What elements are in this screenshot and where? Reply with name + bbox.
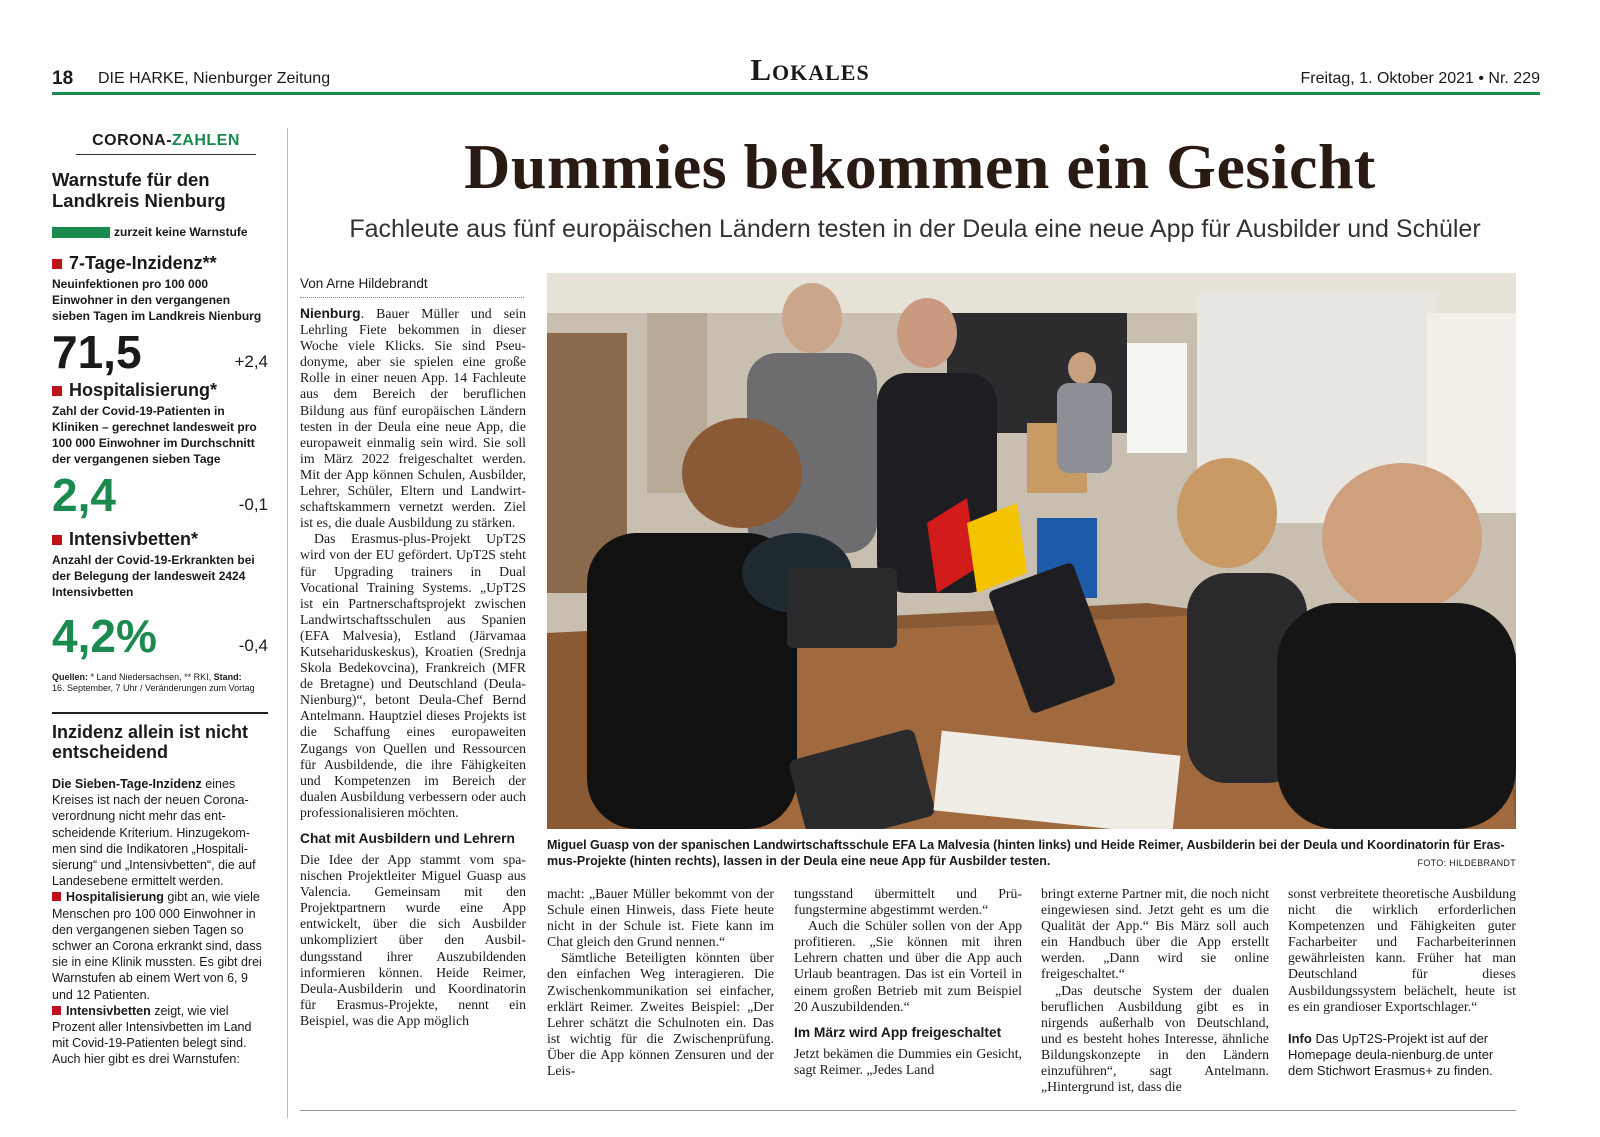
metric-intensivbetten bbox=[52, 529, 268, 662]
section-title: Lokales bbox=[750, 52, 870, 87]
corona-sidebar bbox=[52, 128, 268, 1068]
metric-title bbox=[52, 529, 268, 550]
metric-title-text: Intensivbetten* bbox=[69, 529, 199, 549]
paragraph-text: zeigt, wie viel Prozent aller Intensivbetten im Land mit Covid-19-Patienten belegt sind. Auch hier gibt es drei Warnstufen: bbox=[52, 1003, 252, 1067]
sources-stand: Stand: bbox=[213, 672, 242, 682]
bold-lead: Die Sieben-Tage-Inzidenz bbox=[52, 777, 202, 791]
metric-description: Zahl der Covid-19-Patienten in Kliniken – gerechnet landesweit pro 100 000 Einwohner im Durchschnitt der vergangenen sieben Tage bbox=[52, 404, 257, 466]
metric-change: -0,4 bbox=[238, 636, 268, 655]
issue-date: Freitag, 1. Oktober 2021 • Nr. 229 bbox=[1300, 70, 1540, 87]
paragraph-text: . Bauer Müller und sein Lehrling Fiete bekommen in dieser Woche viele Klicks. Sie sind Pseudonyme, aber sie spielen eine große Rolle in einer neuen App. 14 Fachleute aus dem Bereich der beruflichen Bildung aus fünf europäischen Ländern testen in der Deula eine neue App, die europaweit einmalig sein wird. Sie soll im März 2022 freigeschaltet werden. Mit der App können Schulen, Ausbilder, Lehrer, Schüler, Eltern und Landwirtschaftskammern vernetzt werden. Ziel ist es, die duale Ausbildung zu stärken. bbox=[300, 306, 526, 531]
paragraph: tungsstand übermittelt und Prüfungstermine abgestimmt werden.“ bbox=[794, 886, 1022, 918]
warnstufe-bar bbox=[52, 227, 110, 238]
metric-hospitalisierung bbox=[52, 380, 268, 521]
paragraph: Jetzt bekämen die Dummies ein Gesicht, sagt Reimer. „Jedes Land bbox=[794, 1045, 1022, 1077]
column-divider bbox=[287, 128, 288, 1118]
paragraph: Die Idee der App stammt vom spanischen Projektleiter Miguel Guasp aus Valencia. Gemeinsam mit den Projektpartnern wurde eine App entwickelt, über die sich Ausbilder unkompliziert über den Ausbildungsstand ihrer Auszubildenden informieren können. Heide Reimer, Deula-Ausbilderin und Koordinatorin für Erasmus-Projekte, nennt ein Beispiel, was die App möglich bbox=[300, 852, 526, 1028]
metric-title-text: Hospitalisierung* bbox=[69, 380, 218, 400]
metric-values bbox=[52, 610, 268, 662]
article-column-5 bbox=[1288, 886, 1516, 1079]
metric-value: 4,2% bbox=[52, 610, 157, 662]
bold-lead: Hospitalisierung bbox=[66, 890, 164, 905]
red-square-icon bbox=[52, 892, 61, 901]
photo-illustration bbox=[547, 273, 1516, 829]
article-column-4 bbox=[1041, 886, 1269, 1095]
page-number: 18 bbox=[52, 68, 74, 89]
metric-title-text: 7-Tage-Inzidenz** bbox=[69, 253, 217, 273]
paragraph-text: gibt an, wie viele Menschen pro 100 000 Einwohner in den vergangenen sieben Tagen so schwer an Corona erkrankt sind, dass sie in eine Klinik mussten. Es gibt drei Warnstufen ab einem Wert von 6, 9 und 12 Patienten. bbox=[52, 890, 262, 1002]
paragraph: Das Erasmus-plus-Projekt UpT2S wird von der EU gefördert. UpT2S steht für Upgrading trainers in Dual Vocational Training Systems. „UpT2S ist ein Partnerschaftsprojekt zwischen Landwirtschaftsschulen aus Spanien (EFA Malvesia), Estland (Järvamaa Kutsehariduskeskus), Kroatien (Srednja Skola Bedekovcina), Frankreich (MFR de Bretagne) und Deutschland (Deula-Nienburg)“, betont Deula-Chef Bernd Antelmann. Hauptziel dieses Projekts ist die Schaffung eines europaweiten Zugangs von Quellen und Ressourcen für Ausbildende, die ihre Fähigkeiten und Kompetenzen im Bereich der dualen Ausbildung verbessern oder auch professionalisieren möchten. bbox=[300, 531, 526, 820]
metric-inzidenz bbox=[52, 253, 268, 378]
metric-value: 71,5 bbox=[52, 326, 142, 378]
author-byline: Von Arne Hildebrandt bbox=[300, 276, 524, 298]
sources-label: Quellen: bbox=[52, 672, 89, 682]
metric-description: Anzahl der Covid-19-Erkrankten bei der Belegung der landesweit 2424 Intensivbetten bbox=[52, 553, 255, 599]
sources-date: 16. September, 7 Uhr / Veränderungen zum Vortag bbox=[52, 683, 255, 693]
article-column-3 bbox=[794, 886, 1022, 1078]
article-column-1 bbox=[300, 306, 526, 1029]
sidebar-article-title: Inzidenz allein ist nicht entscheidend bbox=[52, 722, 249, 762]
metric-change: -0,1 bbox=[238, 495, 268, 514]
warnstufe-title: Warnstufe für den Landkreis Nienburg bbox=[52, 169, 226, 211]
sidebar-paragraph bbox=[52, 889, 268, 1002]
info-label: Info bbox=[1288, 1030, 1312, 1046]
paragraph: Sämtliche Beteiligten könnten über den einfachen Weg interagieren. Die Zwischenkommunikation sei einfacher, erklärt Reimer. Zweites Beispiel: „Der Lehrer schätzt die Schulnoten ein. Das ist wichtig für die Zwischenprüfung. Über die App können Zensuren und der Leis- bbox=[547, 950, 774, 1079]
red-square-icon bbox=[52, 535, 62, 545]
sidebar-paragraph bbox=[52, 776, 268, 889]
section-subhead: Chat mit Ausbildern und Lehrern bbox=[300, 831, 515, 846]
photo-caption: Miguel Guasp von der spanischen Landwirtschaftsschule EFA La Malvesia (hinten links) und Heide Reimer, Ausbilderin bei der Deula und Koordinatorin für Erasmus-Projekte (hinten rechts), lassen in der Deula eine neue App für Ausbilder testen. bbox=[547, 838, 1505, 868]
article-headline: Dummies bekommen ein Gesicht bbox=[464, 131, 1376, 202]
metric-description: Neuinfektionen pro 100 000 Einwohner in den vergangenen sieben Tagen im Landkreis Nienburg bbox=[52, 277, 262, 323]
warnstufe-status: zurzeit keine Warnstufe bbox=[114, 225, 248, 239]
article-subheadline: Fachleute aus fünf europäischen Ländern testen in der Deula eine neue App für Ausbilder und Schüler bbox=[349, 215, 1481, 243]
paragraph: macht: „Bauer Müller bekommt von der Schule einen Hinweis, dass Fiete heute nicht in der Schule ist. Fiete kann im Chat gleich den Grund nennen.“ bbox=[547, 886, 774, 950]
article-photo bbox=[547, 273, 1516, 829]
article-column-2 bbox=[547, 886, 774, 1079]
sidebar-paragraph bbox=[52, 1003, 268, 1068]
metric-change: +2,4 bbox=[234, 352, 268, 371]
paragraph: bringt externe Partner mit, die noch nicht eingewiesen sind. Jetzt geht es um die Qualität der App.“ Bis März soll auch ein Handbuch über die App erstellt werden. „Dann wird sie online freigeschaltet.“ bbox=[1041, 886, 1269, 982]
bold-lead: Intensivbetten bbox=[66, 1003, 151, 1018]
metric-title bbox=[52, 253, 268, 274]
paragraph bbox=[300, 306, 526, 531]
corona-title-b: ZAHLEN bbox=[172, 132, 240, 149]
sources-text: * Land Niedersachsen, ** RKI, bbox=[90, 672, 212, 682]
metric-value: 2,4 bbox=[52, 469, 116, 521]
masthead-rule bbox=[52, 92, 1540, 95]
paragraph: Auch die Schüler sollen von der App profitieren. „Sie können mit ihren Lehrern chatten und über die App auch Urlaub beantragen. Das ist ein Vorteil in einem großen Betrieb mit zum Beispiel 20 Auszubildenden.“ bbox=[794, 918, 1022, 1014]
dateline: Nienburg bbox=[300, 306, 361, 321]
sidebar-divider bbox=[52, 712, 268, 714]
paragraph: sonst verbreitete theoretische Ausbildung nicht die wirklich erforderlichen Kompetenzen und Fähigkeiten guter Facharbeiter und Facharbeiterinnen gewährleisten kann. Früher hat man Deutschland für dieses Ausbildungssystem belächelt, heute ist es ein grandioser Exportschlager.“ bbox=[1288, 886, 1516, 1014]
corona-title-a: CORONA- bbox=[92, 132, 173, 149]
metric-values bbox=[52, 326, 268, 378]
red-square-icon bbox=[52, 1006, 61, 1015]
red-square-icon bbox=[52, 386, 62, 396]
bottom-rule bbox=[300, 1110, 1516, 1111]
newspaper-name: DIE HARKE, Nienburger Zeitung bbox=[98, 70, 331, 87]
metric-values bbox=[52, 469, 268, 521]
info-text: Das UpT2S-Projekt ist auf der Homepage deula-nienburg.de unter dem Stichwort Erasmus+ zu finden. bbox=[1288, 1030, 1494, 1078]
warnstufe-indicator bbox=[52, 225, 268, 239]
red-square-icon bbox=[52, 259, 62, 269]
sidebar-article-body bbox=[52, 776, 268, 1068]
info-box bbox=[1288, 1031, 1516, 1079]
paragraph: „Das deutsche System der dualen beruflichen Ausbildung gibt es in nirgends außerhalb von Deutschland, und es besteht hohes Interesse, ähnliche Bildungskonzepte in den Ländern einzuführen“, sagt Antelmann. „Hintergrund ist, dass die bbox=[1041, 982, 1269, 1095]
section-subhead: Im März wird App freigeschaltet bbox=[794, 1024, 1002, 1040]
photo-credit: FOTO: HILDEBRANDT bbox=[1417, 858, 1516, 868]
paragraph-text: eines Kreises ist nach der neuen Coronaverordnung nicht mehr das entscheidende Kriterium. Hinzugekommen sind die Indikatoren „Hospitalisierung“ und „Intensivbetten“, die auf Landesebene ermittelt werden. bbox=[52, 777, 256, 889]
metric-title bbox=[52, 380, 268, 401]
corona-box-title bbox=[76, 128, 256, 155]
sources-note bbox=[52, 672, 268, 694]
